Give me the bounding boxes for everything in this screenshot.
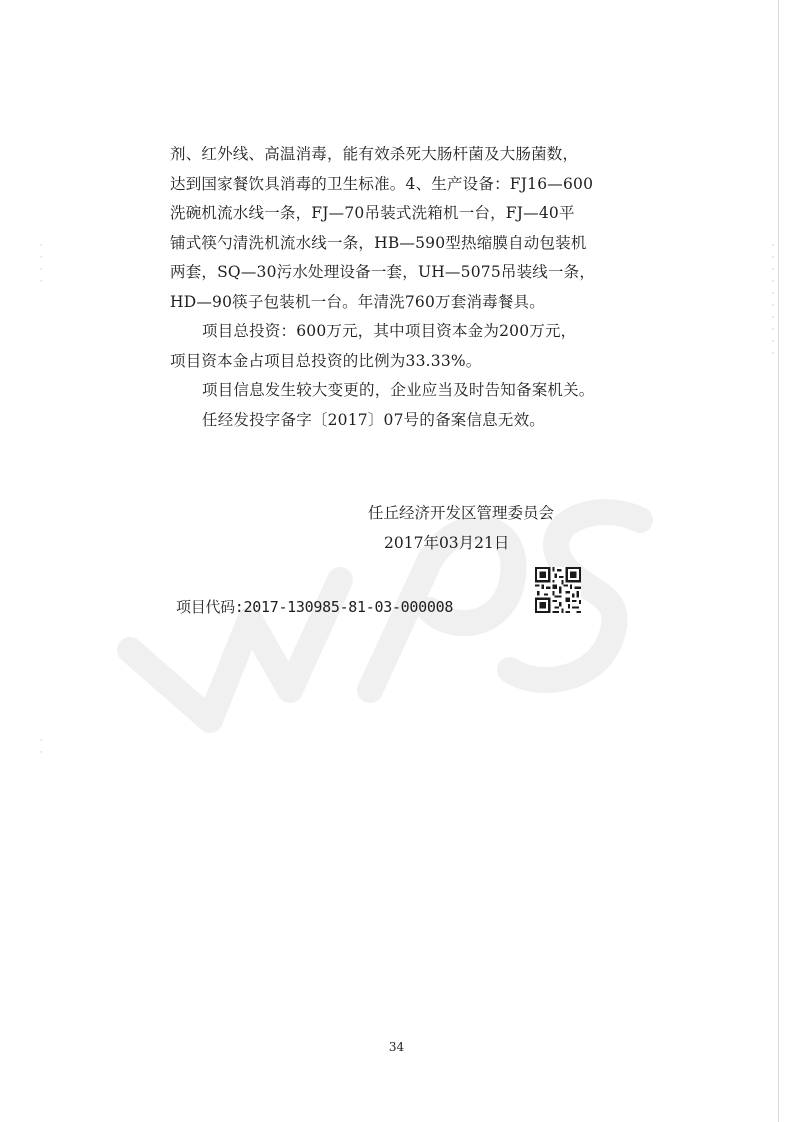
issuing-organization: 任丘经济开发区管理委员会 — [368, 504, 555, 522]
body-text — [170, 140, 596, 435]
scan-mark: · · · · · · · · · · — [771, 241, 775, 359]
scan-mark: · · · · — [39, 241, 43, 287]
paragraph-line: 达到国家餐饮具消毒的卫生标准。4、生产设备：FJ16—600 — [170, 174, 594, 193]
scan-edge — [778, 0, 779, 1122]
paragraph-line: 洗碗机流水线一条，FJ—70吊装式洗箱机一台，FJ—40平 — [170, 204, 575, 222]
project-code: 项目代码:2017-130985-81-03-000008 — [176, 598, 454, 616]
paragraph-line: 项目总投资：600万元，其中项目资本金为200万元， — [202, 322, 577, 340]
paragraph-line: 剂、红外线、高温消毒，能有效杀死大肠杆菌及大肠菌数， — [170, 145, 579, 163]
paragraph-line: 铺式筷勺清洗机流水线一条，HB—590型热缩膜自动包装机 — [170, 233, 587, 252]
qr-code-icon — [535, 567, 581, 613]
scan-mark: · · — [39, 736, 43, 758]
paragraph-line: 两套，SQ—30污水处理设备一套，UH—5075吊装线一条， — [170, 263, 596, 281]
page-number: 34 — [388, 1040, 405, 1054]
paragraph-line: HD—90筷子包装机一台。年清洗760万套消毒餐具。 — [170, 292, 545, 311]
paragraph-line: 项目资本金占项目总投资的比例为33.33%。 — [170, 351, 482, 370]
paragraph-line: 项目信息发生较大变更的，企业应当及时告知备案机关。 — [202, 381, 595, 399]
signature-block — [368, 498, 554, 558]
issue-date: 2017年03月21日 — [384, 534, 510, 552]
paragraph-line: 任经发投字备字〔2017〕07号的备案信息无效。 — [202, 410, 545, 429]
